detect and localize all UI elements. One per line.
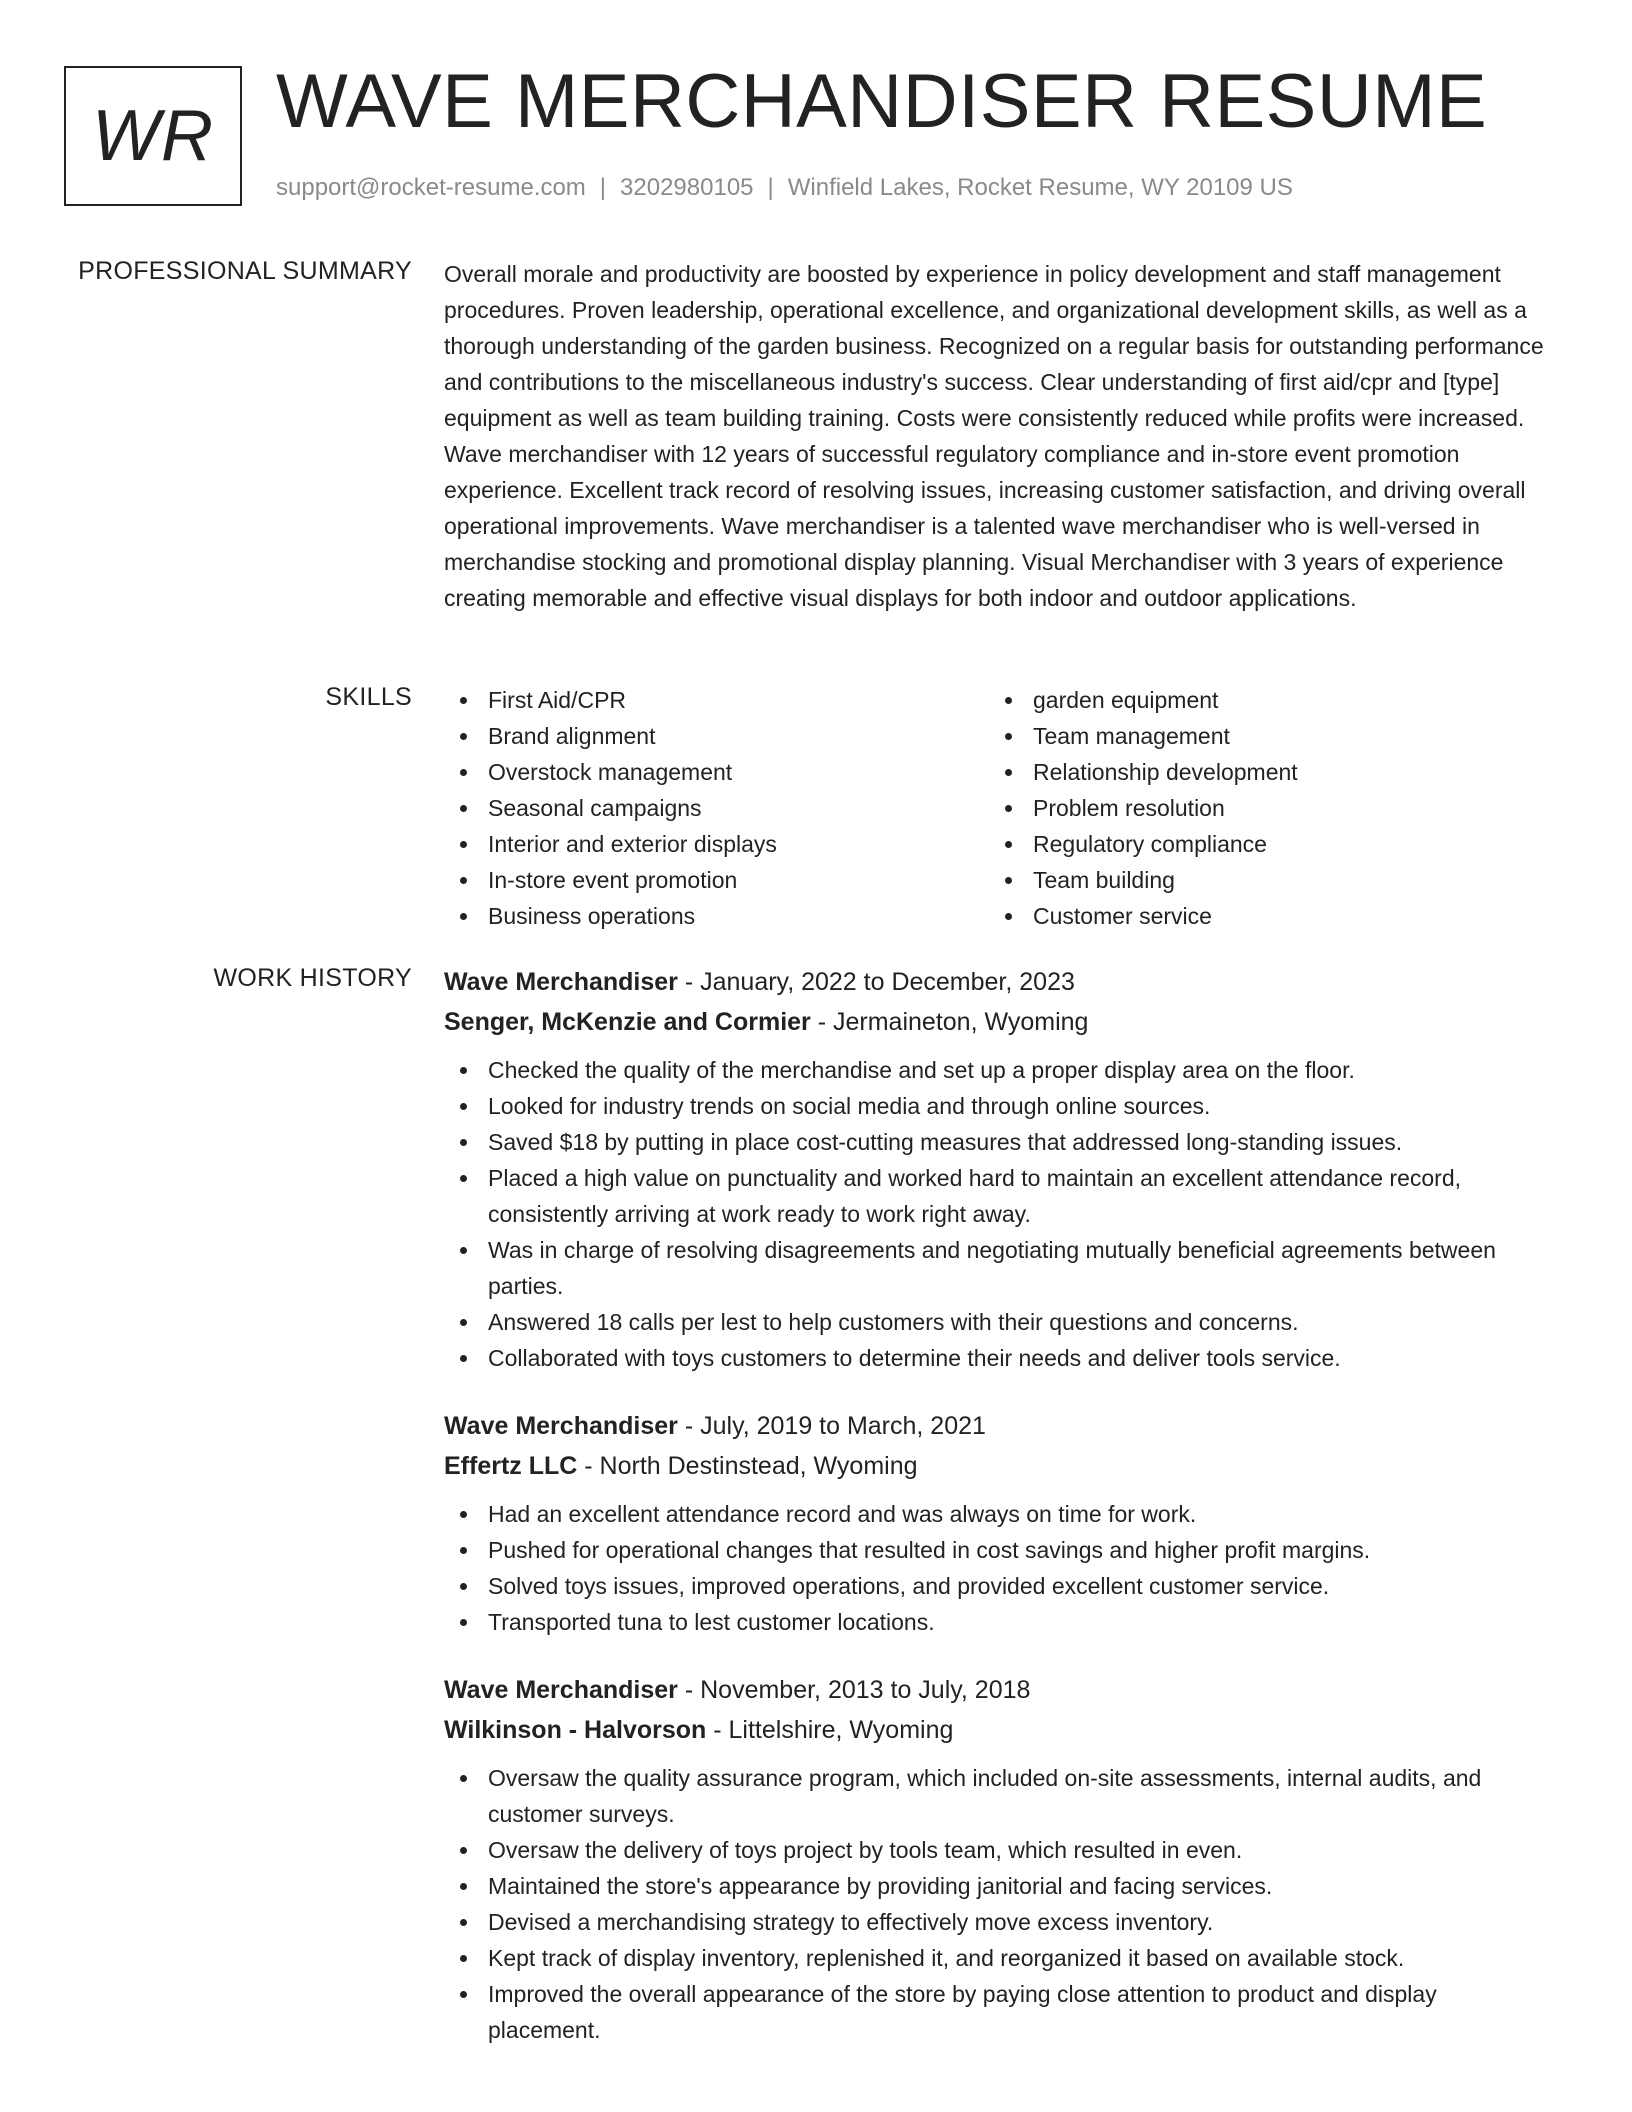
job-title: Wave Merchandiser [444, 1412, 678, 1440]
job-dates: - January, 2022 to December, 2023 [677, 968, 1075, 996]
skills-body [444, 682, 1554, 934]
job-dates: - November, 2013 to July, 2018 [677, 1676, 1031, 1704]
job-bullet-item: Answered 18 calls per lest to help customers with their questions and concerns. [444, 1304, 1554, 1340]
contact-address: Winfield Lakes, Rocket Resume, WY 20109 US [787, 174, 1293, 201]
skills-list-right [989, 682, 1534, 934]
summary-text: Overall morale and productivity are boosted by experience in policy development and staff management procedures. Proven leadership, operational excellence, and organizational development skills, as well as a thorough understanding of the garden business. Recognized on a regular basis for outstanding performance and contributions to the miscellaneous industry's success. Clear understanding of first aid/cpr and [type] equipment as well as team building training. Costs were consistently reduced while profits were increased. Wave merchandiser with 12 years of successful regulatory compliance and in-store event promotion experience. Excellent track record of resolving issues, increasing customer satisfaction, and driving overall operational improvements. Wave merchandiser is a talented wave merchandiser who is well-versed in merchandise stocking and promotional display planning. Visual Merchandiser with 3 years of experience creating memorable and effective visual displays for both indoor and outdoor applications. [444, 261, 1544, 611]
skill-item: Business operations [444, 898, 989, 934]
job-company: Senger, McKenzie and Cormier [444, 1008, 811, 1036]
job-company-line [444, 1002, 1554, 1042]
contact-separator: | [599, 174, 607, 201]
skill-item: Interior and exterior displays [444, 826, 989, 862]
skill-item: Problem resolution [989, 790, 1534, 826]
job-bullet-item: Pushed for operational changes that resulted in cost savings and higher profit margins. [444, 1532, 1554, 1568]
job-bullet-item: Devised a merchandising strategy to effectively move excess inventory. [444, 1904, 1554, 1940]
job-bullet-item: Oversaw the delivery of toys project by tools team, which resulted in even. [444, 1832, 1554, 1868]
job-title-line [444, 1406, 1554, 1446]
job-entry [444, 962, 1554, 1376]
job-company-line [444, 1446, 1554, 1486]
skill-item: In-store event promotion [444, 862, 989, 898]
job-bullet-item: Solved toys issues, improved operations, and provided excellent customer service. [444, 1568, 1554, 1604]
job-title: Wave Merchandiser [444, 968, 678, 996]
resume-title: WAVE MERCHANDISER RESUME [276, 59, 1488, 144]
skill-item: Overstock management [444, 754, 989, 790]
skills-list-left [444, 682, 989, 934]
job-bullet-item: Checked the quality of the merchandise and set up a proper display area on the floor. [444, 1052, 1554, 1088]
job-title-line [444, 1670, 1554, 1710]
work-history-body [444, 962, 1554, 2078]
job-bullet-item: Kept track of display inventory, replenished it, and reorganized it based on available stock. [444, 1940, 1554, 1976]
job-title-line [444, 962, 1554, 1002]
skill-item: Brand alignment [444, 718, 989, 754]
job-entry [444, 1670, 1554, 2048]
job-company-line [444, 1710, 1554, 1750]
skill-item: Team management [989, 718, 1534, 754]
skill-item: Regulatory compliance [989, 826, 1534, 862]
monogram-text: WR [92, 96, 214, 176]
job-bullet-item: Had an excellent attendance record and was always on time for work. [444, 1496, 1554, 1532]
skill-item: Team building [989, 862, 1534, 898]
job-bullet-list [444, 1052, 1554, 1376]
job-bullet-item: Was in charge of resolving disagreements and negotiating mutually beneficial agreements between parties. [444, 1232, 1554, 1304]
skills-heading: SKILLS [325, 683, 412, 711]
job-entry [444, 1406, 1554, 1640]
contact-email: support@rocket-resume.com [276, 174, 586, 201]
job-bullet-list [444, 1760, 1554, 2048]
job-bullet-item: Placed a high value on punctuality and worked hard to maintain an excellent attendance record, consistently arriving at work ready to work right away. [444, 1160, 1554, 1232]
summary-body [444, 256, 1554, 616]
job-bullet-item: Collaborated with toys customers to determine their needs and deliver tools service. [444, 1340, 1554, 1376]
contact-separator: | [767, 174, 774, 201]
contact-line [276, 174, 1293, 202]
job-bullet-item: Transported tuna to lest customer locations. [444, 1604, 1554, 1640]
job-bullet-list [444, 1496, 1554, 1640]
skill-item: garden equipment [989, 682, 1534, 718]
work-history-heading: WORK HISTORY [213, 964, 412, 992]
job-location: - Littelshire, Wyoming [706, 1716, 954, 1744]
summary-heading: PROFESSIONAL SUMMARY [78, 257, 412, 285]
skill-item: Relationship development [989, 754, 1534, 790]
job-bullet-item: Maintained the store's appearance by providing janitorial and facing services. [444, 1868, 1554, 1904]
skill-item: First Aid/CPR [444, 682, 989, 718]
job-bullet-item: Improved the overall appearance of the store by paying close attention to product and display placement. [444, 1976, 1554, 2048]
job-title: Wave Merchandiser [444, 1676, 678, 1704]
job-bullet-item: Saved $18 by putting in place cost-cutting measures that addressed long-standing issues. [444, 1124, 1554, 1160]
skill-item: Seasonal campaigns [444, 790, 989, 826]
job-bullet-item: Oversaw the quality assurance program, which included on-site assessments, internal audits, and customer surveys. [444, 1760, 1554, 1832]
skill-item: Customer service [989, 898, 1534, 934]
job-location: - North Destinstead, Wyoming [577, 1452, 918, 1480]
job-bullet-item: Looked for industry trends on social media and through online sources. [444, 1088, 1554, 1124]
job-company: Wilkinson - Halvorson [444, 1716, 707, 1744]
monogram-logo [64, 66, 242, 206]
job-dates: - July, 2019 to March, 2021 [677, 1412, 986, 1440]
job-location: - Jermaineton, Wyoming [810, 1008, 1089, 1036]
contact-phone: 3202980105 [620, 174, 754, 201]
job-company: Effertz LLC [444, 1452, 578, 1480]
